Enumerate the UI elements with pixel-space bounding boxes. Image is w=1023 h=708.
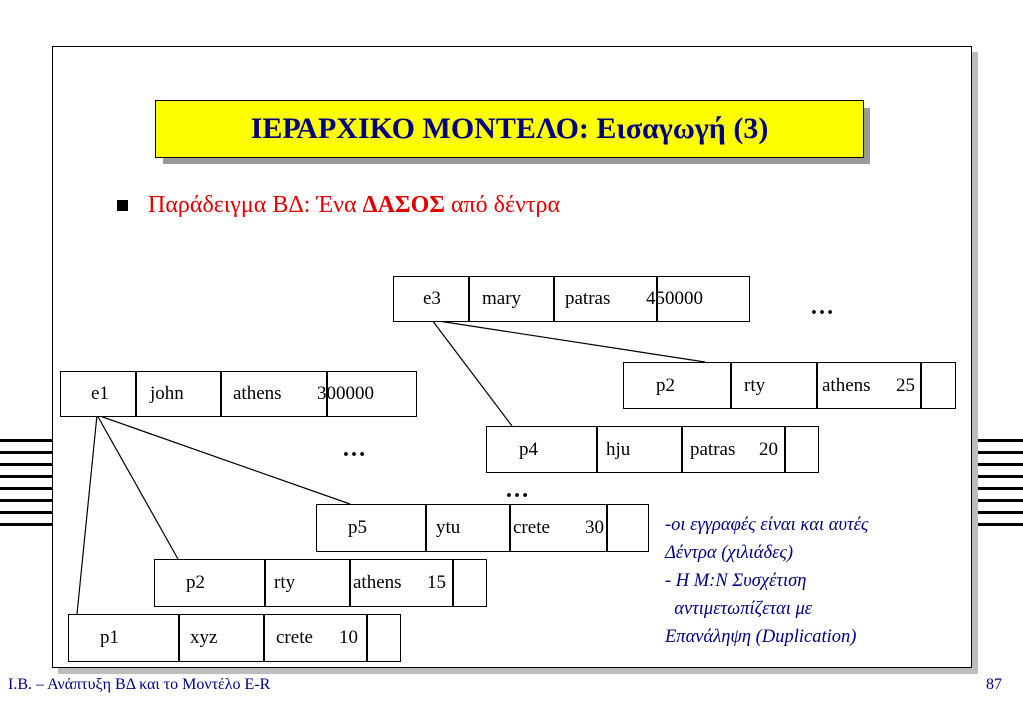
record-p5 <box>316 504 649 552</box>
record-cell: hju <box>606 438 631 460</box>
record-cell: crete <box>276 627 313 648</box>
record-p2-athens-25 <box>623 362 956 409</box>
record-cell: patras <box>690 438 736 460</box>
record-cell: john <box>150 383 184 404</box>
bullet-text-post: από δέντρα <box>450 192 561 218</box>
record-p2-athens-15 <box>154 559 487 607</box>
bullet-text-pre: Παράδειγμα ΒΔ: Ένα <box>148 192 357 218</box>
record-cell: 450000 <box>646 288 703 309</box>
record-cell: athens <box>353 572 402 593</box>
record-cell: 30 <box>585 517 604 538</box>
link-e1-p2 <box>97 415 178 559</box>
ellipsis-lower: … <box>505 477 530 503</box>
record-cell: p2 <box>656 374 675 396</box>
record-cell: ytu <box>436 517 461 538</box>
ellipsis-top-right: … <box>810 294 835 320</box>
record-cell: 25 <box>896 374 915 396</box>
link-e1-p1 <box>77 415 97 614</box>
record-cell: 10 <box>339 627 358 648</box>
footer-page-number: 87 <box>986 676 1002 693</box>
record-cell: 20 <box>759 438 778 460</box>
record-e3 <box>393 276 750 322</box>
footer-course-title: Ι.Β. – Ανάπτυξη ΒΔ και το Μοντέλο Ε-R <box>8 676 271 693</box>
link-e3-p4 <box>432 320 512 426</box>
record-cell: rty <box>274 572 296 593</box>
note-line: Επανάληψη (Duplication) <box>665 627 857 647</box>
record-cell: crete <box>513 517 550 538</box>
link-e1-p5 <box>97 415 350 504</box>
record-p4 <box>486 426 819 473</box>
note-text <box>665 511 868 651</box>
record-cell: athens <box>233 383 282 404</box>
slide-title: ΙΕΡΑΡΧΙΚΟ ΜΟΝΤΕΛΟ: Εισαγωγή (3) <box>155 100 864 158</box>
record-cell: e1 <box>91 383 109 404</box>
record-p1 <box>68 614 401 662</box>
record-cell: patras <box>565 288 611 309</box>
ellipsis-middle: … <box>342 436 367 462</box>
bullet-text-bold: ΔΑΣΟΣ <box>362 192 445 218</box>
record-cell: e3 <box>423 288 441 309</box>
record-cell: p1 <box>100 627 119 648</box>
note-line: αντιμετωπίζεται με <box>665 599 813 619</box>
record-cell: 300000 <box>317 383 374 404</box>
record-e1 <box>60 371 417 417</box>
link-e3-p2 <box>432 320 705 362</box>
note-line: -οι εγγραφές είναι και αυτές <box>665 515 869 535</box>
record-cell: athens <box>822 374 871 396</box>
record-cell: p5 <box>348 517 367 538</box>
record-cell: rty <box>744 374 766 396</box>
record-cell: 15 <box>427 572 446 593</box>
note-line: - Η Μ:Ν Συσχέτιση <box>665 571 807 591</box>
record-cell: p2 <box>186 572 205 593</box>
record-cell: xyz <box>190 627 218 648</box>
record-cell: p4 <box>519 438 538 460</box>
note-line: Δέντρα (χιλιάδες) <box>665 543 794 563</box>
record-cell: mary <box>482 288 522 309</box>
